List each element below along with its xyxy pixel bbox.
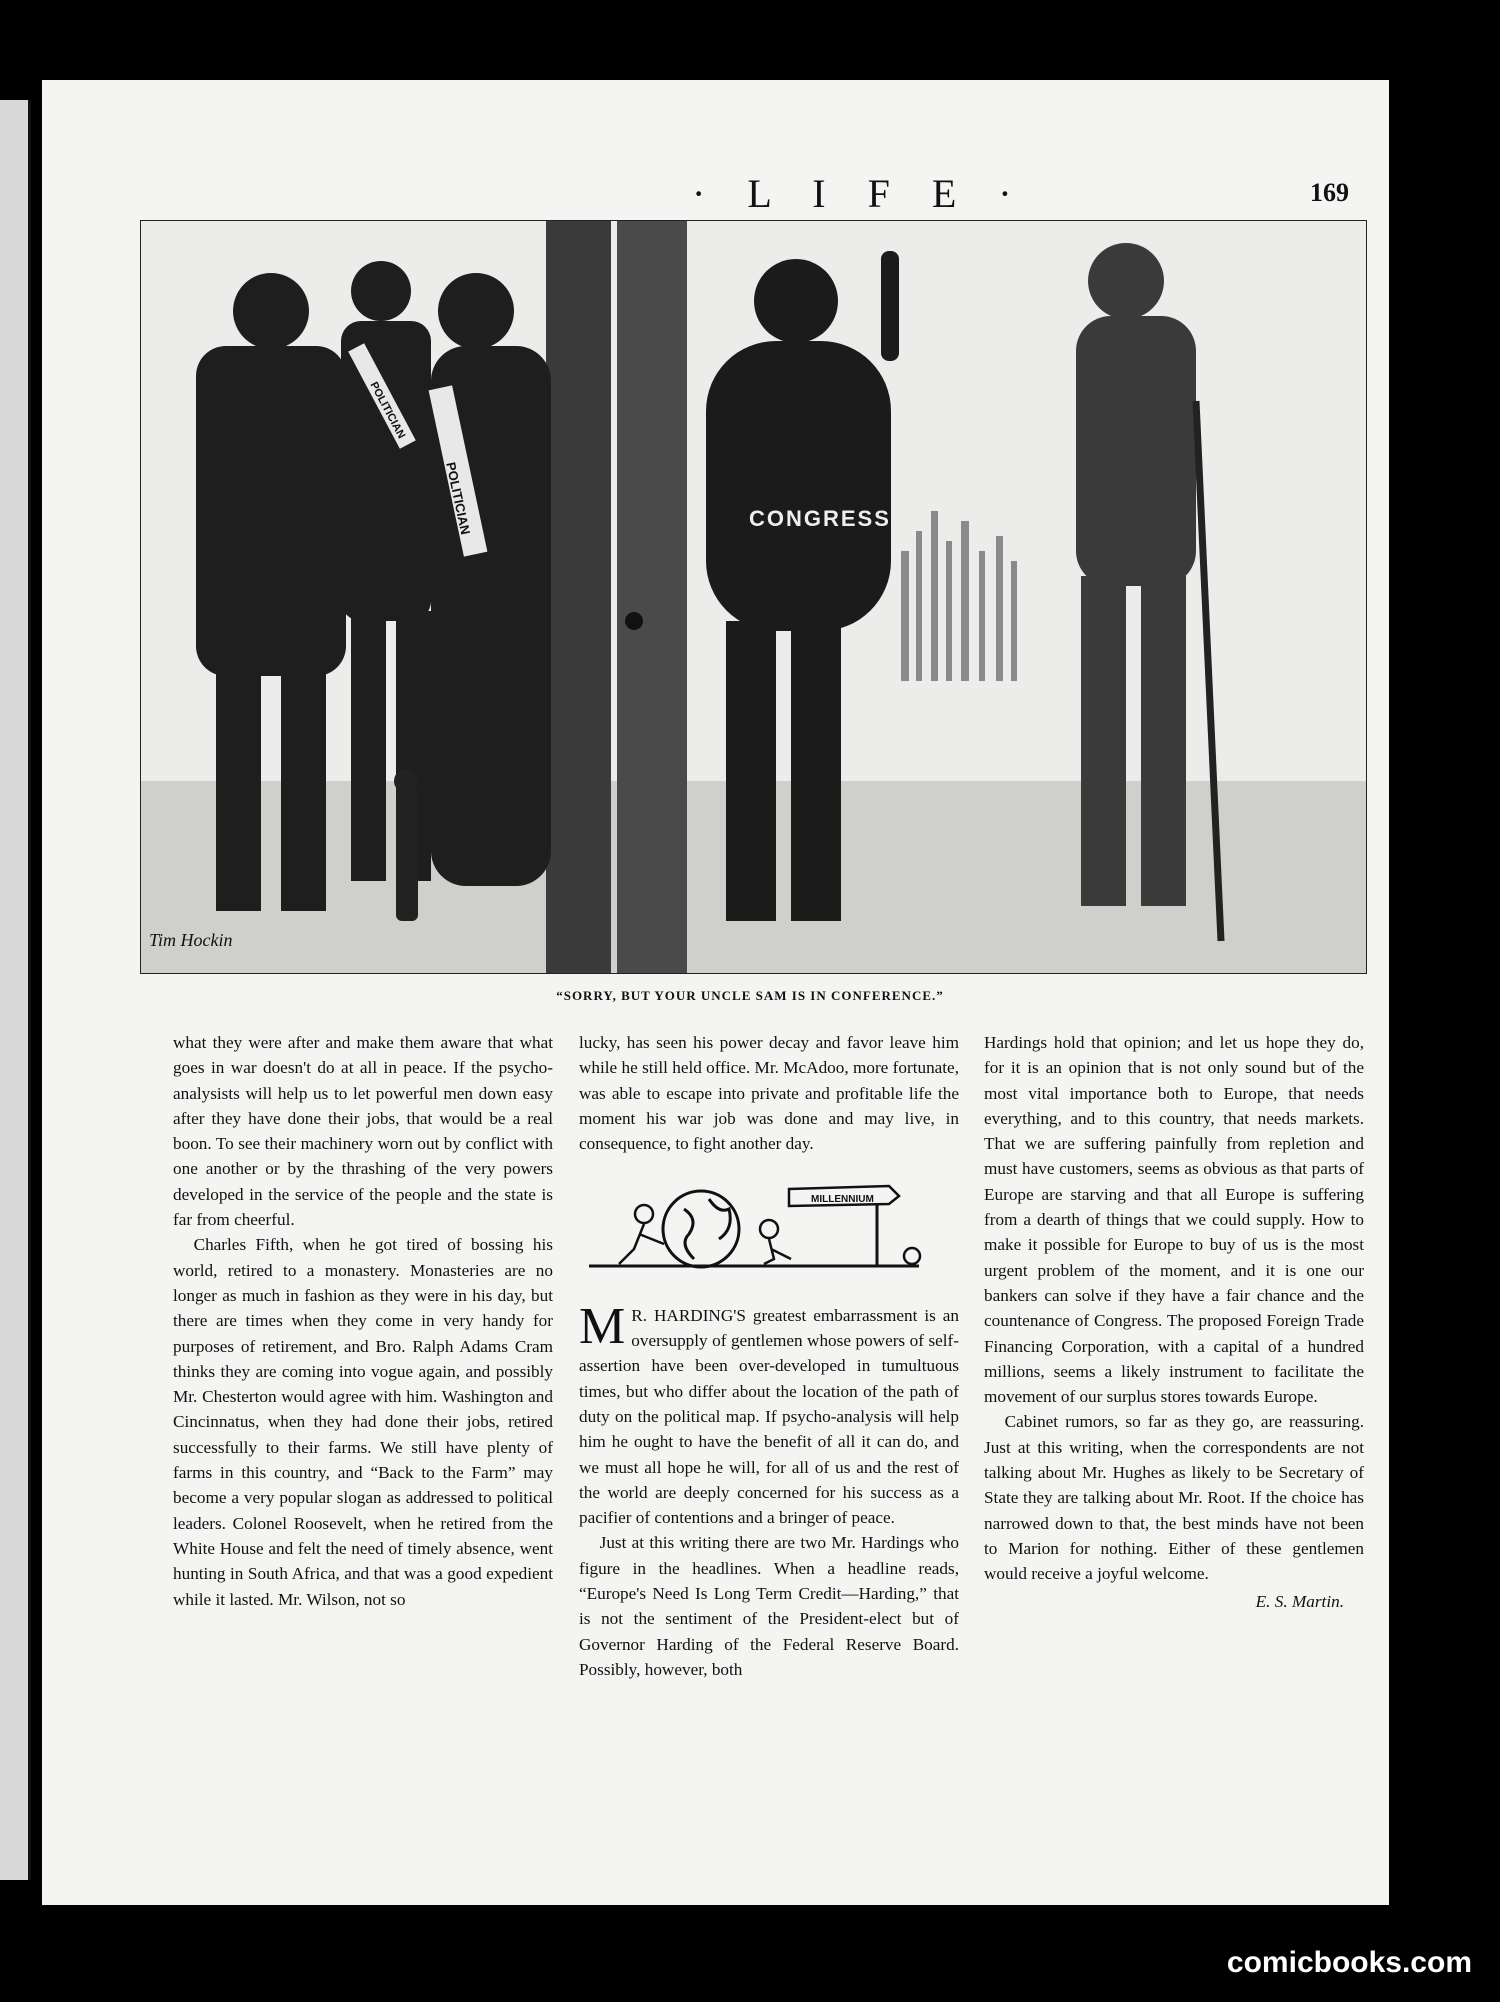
col2-paragraph-2: Just at this writing there are two Mr. Hardings who figure in the headlines. When a headline reads, “Europe's Need Is Long Term Credit—Harding,” that is not the sentiment of the President-elect but of Governor Harding of the Federal Reserve Board. Possibly, however, both (579, 1533, 959, 1679)
col2-paragraph-harding (579, 1297, 959, 1531)
sash-label-right: POLITICIAN (443, 460, 474, 536)
distant-skyline (901, 511, 1017, 681)
page-number: 169 (1310, 178, 1349, 207)
masthead: · L I F E · (692, 171, 1028, 216)
article-column-1 (173, 1030, 553, 1612)
col3-paragraph-1: Hardings hold that opinion; and let us hope they do, for it is an opinion that is not only sound but of the most vital importance both to Europe, that needs everything, and to this country, that needs markets. That we are suffering painfully from repletion and must have customers, seems as obvious as that parts of Europe are starving and that all Europe is suffering from a dearth of things that we could supply. How to make it possible for Europe to buy of us is the most urgent problem of the moment, and it is one our bankers can solve if they have a fair chance and the countenance of Congress. The proposed Foreign Trade Financing Corporation, with a capital of a hundred millions, seems a likely instrument to facilitate the movement of our surplus stores towards Europe. (984, 1033, 1364, 1407)
watermark: comicbooks.com (1226, 1946, 1472, 1979)
politicians-group (196, 261, 551, 911)
cartoon-illustration (140, 220, 1367, 974)
col2-paragraph-harding-text: R. HARDING'S greatest embarrassment is an oversupply of gentlemen whose powers of self-assertion have been over-developed in tumultuous times, but who differ about the location of the path of duty on the political map. If psycho-analysis will help him he ought to have the benefit of all it can do, and we must all hope he will, for all of us and the rest of the world are deeply concerned for his success as a pacifier of contentions and a bringer of peace. (579, 1305, 959, 1528)
author-signature: E. S. Martin. (1255, 1591, 1344, 1611)
door-left (546, 221, 611, 973)
col3-paragraph-2: Cabinet rumors, so far as they go, are reassuring. Just at this writing, when the correspondents are not talking about Mr. Hughes as likely to be Secretary of State they are talking about Mr. Root. If the choice has narrowed down to that, the best minds have not been to Marion for nothing. Either of these gentlemen would receive a joyful welcome. (984, 1412, 1364, 1584)
congress-label: CONGRESS (749, 506, 891, 531)
artist-signature: Tim Hockin (149, 930, 233, 950)
door-right (617, 221, 687, 973)
millennium-vignette (579, 1174, 959, 1279)
cartoon-caption: “SORRY, BUT YOUR UNCLE SAM IS IN CONFERENCE.” (556, 988, 944, 1003)
drop-cap: M (579, 1297, 626, 1355)
article-column-2 (579, 1030, 959, 1682)
door-knob (625, 612, 643, 630)
col2-paragraph-top: lucky, has seen his power decay and favor leave him while he still held office. Mr. McAdoo, more fortunate, was able to escape into private and profitable life the moment his war job was done and may live, in consequence, to fight another day. (579, 1033, 959, 1154)
col1-paragraph-1: what they were after and make them aware that what goes in war doesn't do at all in peace. If the psycho-analysists will help us to let powerful men down easy after they have done their jobs, that would be a real boon. To see their machinery worn out by conflict with one another or by the thrashing of the very powers developed in the service of the people and the state is far from cheerful. (173, 1033, 553, 1230)
signpost-label: MILLENNIUM (811, 1194, 874, 1206)
sash-label-left: POLITICIAN (367, 379, 408, 441)
article-column-3 (984, 1030, 1364, 1614)
col1-paragraph-2: Charles Fifth, when he got tired of bossing his world, retired to a monastery. Monasteries are no longer as much in fashion as they were in his day, but there are times when they come in very handy for purposes of retirement, and Bro. Ralph Adams Cram thinks they are coming into vogue again, and possibly Mr. Chesterton would agree with him. Washington and Cincinnatus, when they had done their jobs, retired successfully to their farms. We still have plenty of farms in this country, and “Back to the Farm” may become a very popular slogan as addressed to political leaders. Colonel Roosevelt, when he retired from the White House and felt the need of timely absence, went hunting in South Africa, and that was a good expedient while it lasted. Mr. Wilson, not so (173, 1235, 553, 1609)
cartoon-drawing (141, 221, 1366, 973)
